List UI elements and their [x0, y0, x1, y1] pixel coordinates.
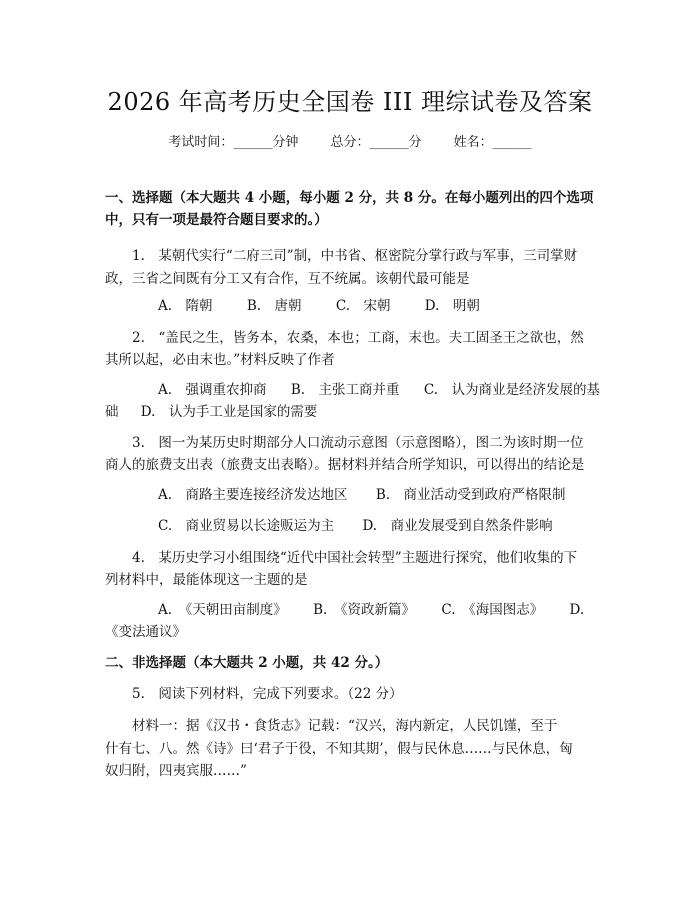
q4-option-c[interactable]: C. 《海国图志》	[441, 602, 544, 618]
q2-options-line2	[105, 402, 595, 422]
q5-material-line2: 什有七、八。然《诗》曰‘君子于役，不知其期’，假与民休息……与民休息，匈	[105, 741, 573, 757]
q1-option-d[interactable]: D. 明朝	[424, 298, 480, 314]
exam-title: 2026 年高考历史全国卷 III 理综试卷及答案	[107, 88, 593, 116]
q3-option-d[interactable]: D. 商业发展受到自然条件影响	[362, 518, 553, 534]
q4-option-d[interactable]: 《变法通议》	[105, 624, 186, 640]
q4-stem-line1: 4. 某历史学习小组围绕“近代中国社会转型”主题进行探究，他们收集的下	[132, 550, 578, 566]
q1-stem-line1: 1. 某朝代实行“二府三司”制，中书省、枢密院分掌行政与军事，三司掌财	[132, 248, 578, 264]
q4-options-line1	[105, 600, 648, 620]
section2-heading: 二、非选择题（本大题共 2 小题，共 42 分。）	[105, 655, 389, 671]
q1-option-b[interactable]: B. 唐朝	[246, 298, 302, 314]
q2-option-d[interactable]: D. 认为手工业是国家的需要	[140, 404, 318, 420]
q4-option-b[interactable]: B. 《资政新篇》	[313, 602, 416, 618]
section1-heading-line2: 中，只有一项是最符合题目要求的。）	[105, 212, 328, 228]
q3-option-b[interactable]: B. 商业活动受到政府严格限制	[375, 487, 566, 503]
q2-options-line1	[105, 380, 648, 400]
q3-option-a[interactable]: A. 商路主要连接经济发达地区	[158, 487, 348, 503]
q2-option-c-cont: 础	[105, 404, 119, 420]
q2-stem-line1: 2. “盖民之生，皆务本，农桑，本也；工商，末也。夫工固圣王之欲也，然	[132, 330, 584, 346]
exam-meta	[0, 131, 700, 150]
q1-stem-line2: 政，三省之间既有分工又有合作，互不统属。该朝代最可能是	[105, 271, 470, 287]
q1-option-c[interactable]: C. 宋朝	[335, 298, 391, 314]
q3-options-row2	[105, 516, 648, 536]
q4-option-d-label[interactable]: D.	[569, 602, 585, 618]
q2-option-c[interactable]: C. 认为商业是经济发展的基	[423, 382, 600, 398]
q2-option-a[interactable]: A. 强调重农抑商	[158, 382, 267, 398]
q3-stem-line2: 商人的旅费支出表（旅费支出表略）。据材料并结合所学知识，可以得出的结论是	[105, 457, 585, 473]
exam-total-field: 总分：______分	[330, 135, 422, 150]
q2-stem-line2: 其所以起，必由末也。”材料反映了作者	[105, 352, 335, 368]
q1-option-a[interactable]: A. 隋朝	[158, 298, 213, 314]
section1-heading-line1: 一、选择题（本大题共 4 小题，每小题 2 分，共 8 分。在每小题列出的四个选项	[105, 190, 594, 206]
exam-name-field: 姓名：______	[453, 135, 532, 150]
q3-stem-line1: 3. 图一为某历史时期部分人口流动示意图（示意图略），图二为该时期一位	[132, 435, 584, 451]
q2-option-b[interactable]: B. 主张工商并重	[290, 382, 400, 398]
q5-material-line1: 材料一：据《汉书・食货志》记载：“汉兴，海内新定，人民饥馑，至于	[132, 718, 558, 734]
q5-material-line3: 奴归附，四夷宾服……”	[105, 763, 247, 779]
q3-options-row1	[105, 485, 648, 505]
q1-options	[105, 296, 648, 316]
q4-stem-line2: 列材料中，最能体现这一主题的是	[105, 572, 308, 588]
q5-stem: 5. 阅读下列材料，完成下列要求。（22 分）	[132, 686, 403, 702]
exam-time-field: 考试时间：______分钟	[168, 135, 299, 150]
q3-option-c[interactable]: C. 商业贸易以长途贩运为主	[158, 518, 335, 534]
q4-option-a[interactable]: A. 《天朝田亩制度》	[158, 602, 287, 618]
